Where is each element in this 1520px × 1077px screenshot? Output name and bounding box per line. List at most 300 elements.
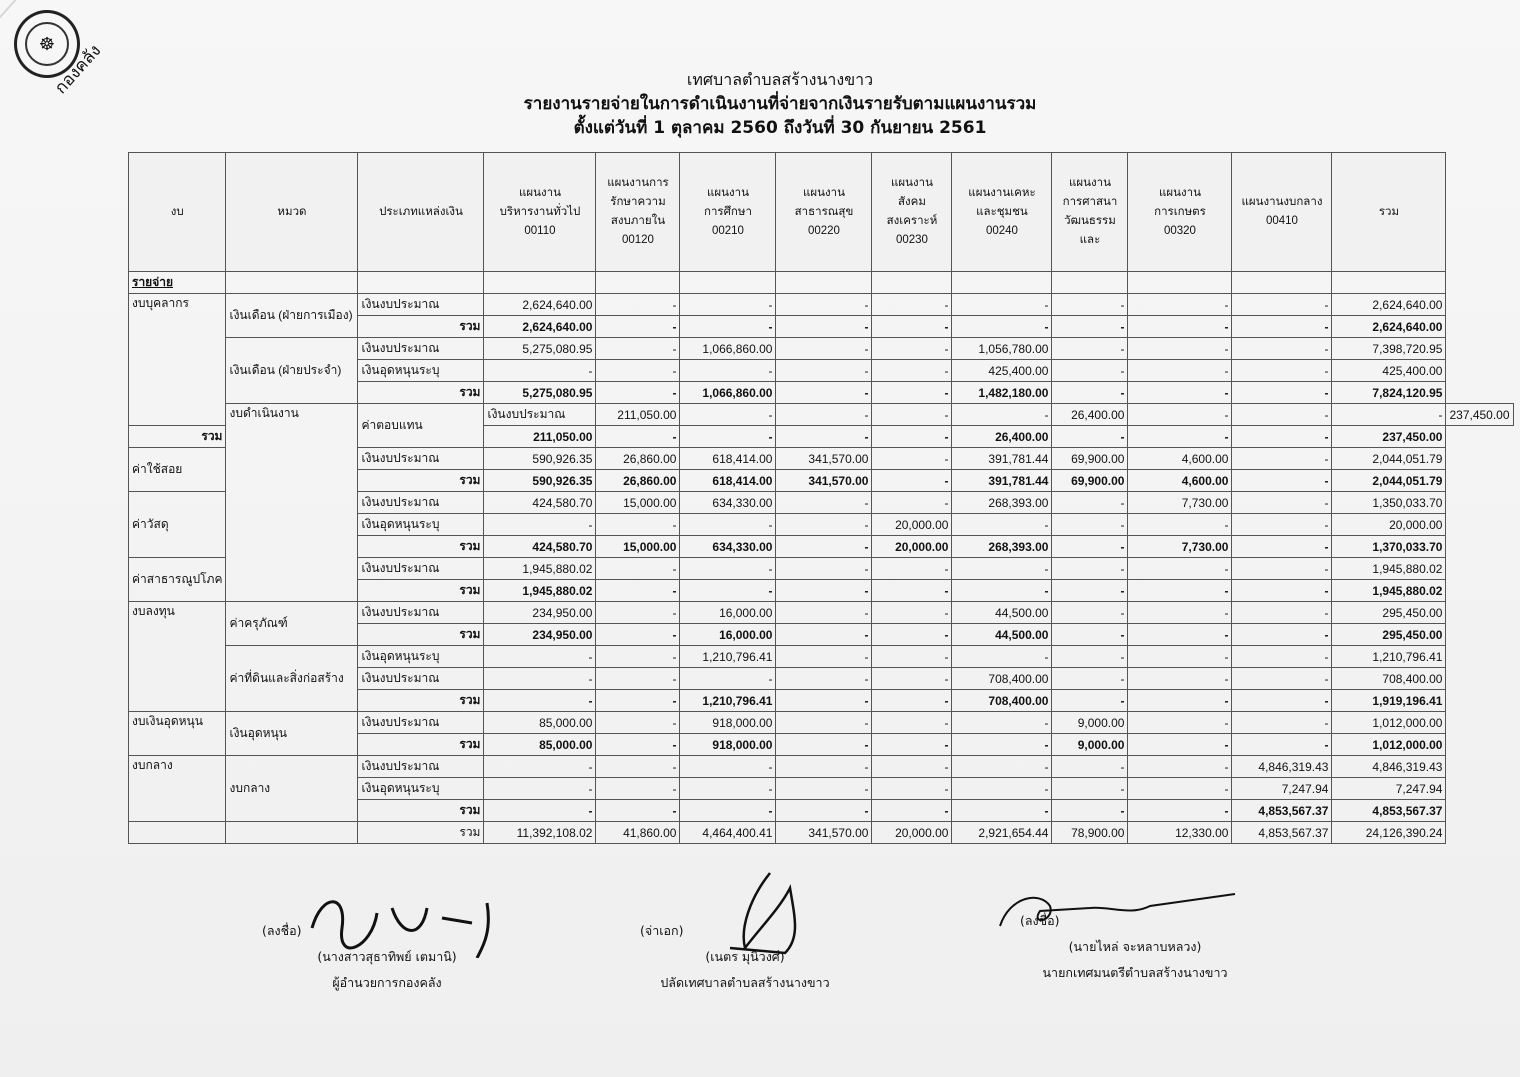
amount-cell: 4,600.00 [1128, 448, 1232, 470]
header-line: 00110 [524, 224, 556, 237]
amount-cell: - [1128, 426, 1232, 448]
row-total-cell: 20,000.00 [1332, 514, 1446, 536]
amount-cell: - [680, 426, 776, 448]
source: เงินงบประมาณ [358, 668, 484, 690]
row-total-cell: 24,126,390.24 [1332, 822, 1446, 844]
amount-cell: - [872, 338, 952, 360]
amount-cell: - [1232, 338, 1332, 360]
amount-cell: - [596, 690, 680, 712]
amount-cell: 4,853,567.37 [1232, 822, 1332, 844]
amount-cell: - [872, 360, 952, 382]
source: เงินงบประมาณ [358, 602, 484, 624]
amount-cell: - [776, 690, 872, 712]
source: เงินงบประมาณ [358, 294, 484, 316]
table-row [129, 272, 1514, 294]
amount-cell: - [776, 492, 872, 514]
amount-cell: - [872, 492, 952, 514]
amount-cell: - [1052, 756, 1128, 778]
amount-cell: - [1232, 580, 1332, 602]
amount-cell: - [952, 558, 1052, 580]
amount-cell: - [596, 294, 680, 316]
amount-cell: 1,210,796.41 [680, 646, 776, 668]
amount-cell: - [776, 712, 872, 734]
header-plan [1052, 153, 1128, 272]
amount-cell: 78,900.00 [1052, 822, 1128, 844]
amount-cell: - [680, 668, 776, 690]
signature-block-mayor [1020, 908, 1250, 986]
row-total-cell: 1,945,880.02 [1332, 558, 1446, 580]
amount-cell: - [776, 756, 872, 778]
amount-cell: - [952, 294, 1052, 316]
amount-cell: - [872, 470, 952, 492]
amount-cell: - [1128, 712, 1232, 734]
sum-label: รวม [358, 470, 484, 492]
amount-cell: 1,945,880.02 [484, 580, 596, 602]
report-title: รายงานรายจ่ายในการดำเนินงานที่จ่ายจากเงินรายรับตามแผนงานรวม [523, 94, 1037, 114]
amount-cell: - [776, 558, 872, 580]
header-line: สังคม [898, 196, 926, 208]
signature-block-finance [262, 918, 512, 996]
amount-cell: - [680, 316, 776, 338]
amount-cell: - [596, 316, 680, 338]
signer-name: (เนตร มุนิวงศ์) [705, 949, 785, 964]
sign-prefix: (จ่าเอก) [640, 923, 684, 938]
signer-title: ผู้อำนวยการกองคลัง [332, 975, 442, 990]
category: ค่าตอบแทน [358, 404, 484, 448]
amount-cell: 20,000.00 [872, 514, 952, 536]
budget-group: งบดำเนินงาน [226, 404, 358, 602]
amount-cell: - [680, 580, 776, 602]
amount-cell: - [1232, 712, 1332, 734]
amount-cell: - [680, 514, 776, 536]
source: เงินอุดหนุนระบุ [358, 514, 484, 536]
amount-cell: 634,330.00 [680, 536, 776, 558]
amount-cell: - [1232, 514, 1332, 536]
amount-cell: 44,500.00 [952, 624, 1052, 646]
amount-cell: - [952, 580, 1052, 602]
amount-cell: - [872, 426, 952, 448]
category: เงินเดือน (ฝ่ายประจำ) [226, 338, 358, 404]
amount-cell: - [872, 690, 952, 712]
table-row [129, 602, 1514, 624]
amount-cell: - [1128, 734, 1232, 756]
header-plan [484, 153, 596, 272]
amount-cell: 1,482,180.00 [952, 382, 1052, 404]
amount-cell: 634,330.00 [680, 492, 776, 514]
row-total-cell: 1,012,000.00 [1332, 734, 1446, 756]
amount-cell: - [776, 404, 872, 426]
amount-cell: - [1232, 404, 1332, 426]
amount-cell: - [872, 316, 952, 338]
amount-cell: - [596, 338, 680, 360]
header-line: แผนงาน [802, 186, 845, 199]
amount-cell: - [952, 646, 1052, 668]
amount-cell: - [952, 316, 1052, 338]
source: เงินอุดหนุนระบุ [358, 360, 484, 382]
source: เงินงบประมาณ [358, 492, 484, 514]
header-line: การศาสนา [1062, 196, 1118, 208]
amount-cell: 41,860.00 [596, 822, 680, 844]
amount-cell: 211,050.00 [484, 426, 596, 448]
amount-cell: 1,066,860.00 [680, 382, 776, 404]
sum-label: รวม [358, 734, 484, 756]
table-header-row [129, 153, 1514, 272]
amount-cell: - [1128, 404, 1232, 426]
amount-cell: - [484, 778, 596, 800]
amount-cell: - [872, 558, 952, 580]
amount-cell: - [1128, 558, 1232, 580]
amount-cell: - [1052, 426, 1128, 448]
amount-cell: - [776, 338, 872, 360]
amount-cell: - [1232, 382, 1332, 404]
amount-cell: - [680, 756, 776, 778]
header-line: 00320 [1163, 224, 1196, 237]
header-source: ประเภทแหล่งเงิน [358, 153, 484, 272]
amount-cell: - [680, 800, 776, 822]
amount-cell: 11,392,108.02 [484, 822, 596, 844]
amount-cell: - [1052, 602, 1128, 624]
amount-cell: - [1232, 470, 1332, 492]
amount-cell: - [872, 778, 952, 800]
amount-cell: 424,580.70 [484, 536, 596, 558]
amount-cell: - [484, 514, 596, 536]
row-total-cell: 1,919,196.41 [1332, 690, 1446, 712]
amount-cell: - [484, 360, 596, 382]
header-line: 00210 [711, 224, 744, 237]
amount-cell: - [596, 646, 680, 668]
amount-cell: 1,056,780.00 [952, 338, 1052, 360]
sum-label: รวม [358, 624, 484, 646]
signer-title: นายกเทศมนตรีตำบลสร้างนางขาว [1042, 965, 1228, 980]
row-total-cell: 1,350,033.70 [1332, 492, 1446, 514]
amount-cell: 9,000.00 [1052, 712, 1128, 734]
amount-cell: 85,000.00 [484, 734, 596, 756]
row-total-cell: 4,853,567.37 [1332, 800, 1446, 822]
department-seal-icon: ☸ [14, 10, 80, 78]
amount-cell: - [596, 800, 680, 822]
amount-cell: 5,275,080.95 [484, 382, 596, 404]
grand-total-label: รวม [358, 822, 484, 844]
sum-label: รวม [358, 382, 484, 404]
amount-cell: 26,860.00 [596, 448, 680, 470]
amount-cell: 2,624,640.00 [484, 316, 596, 338]
amount-cell: 918,000.00 [680, 734, 776, 756]
amount-cell: 234,950.00 [484, 602, 596, 624]
row-total-cell: 2,044,051.79 [1332, 470, 1446, 492]
header-budget: งบ [129, 153, 226, 272]
amount-cell: 618,414.00 [680, 448, 776, 470]
category: ค่าสาธารณูปโภค [129, 558, 226, 602]
amount-cell: - [1052, 382, 1128, 404]
table-row [129, 404, 1514, 426]
amount-cell: - [484, 668, 596, 690]
report-period: ตั้งแต่วันที่ 1 ตุลาคม 2560 ถึงวันที่ 30 กันยายน 2561 [573, 118, 987, 138]
amount-cell: - [596, 360, 680, 382]
row-total-cell: 7,247.94 [1332, 778, 1446, 800]
amount-cell: - [1128, 624, 1232, 646]
header-plan [1232, 153, 1332, 272]
header-line: 00410 [1265, 215, 1298, 227]
row-total-cell: 1,012,000.00 [1332, 712, 1446, 734]
amount-cell: 4,600.00 [1128, 470, 1232, 492]
amount-cell: 424,580.70 [484, 492, 596, 514]
amount-cell: - [596, 756, 680, 778]
amount-cell: 69,900.00 [1052, 448, 1128, 470]
budget-group: งบบุคลากร [129, 294, 226, 426]
header-line: แผนงานการ [607, 177, 669, 189]
row-total-cell: 2,624,640.00 [1332, 316, 1446, 338]
amount-cell: 425,400.00 [952, 360, 1052, 382]
amount-cell: - [776, 580, 872, 602]
amount-cell: 618,414.00 [680, 470, 776, 492]
table-row [129, 338, 1514, 360]
amount-cell: 590,926.35 [484, 470, 596, 492]
table-row [129, 712, 1514, 734]
amount-cell: 4,464,400.41 [680, 822, 776, 844]
handwritten-signature-icon [302, 888, 522, 958]
amount-cell: 391,781.44 [952, 448, 1052, 470]
amount-cell: 16,000.00 [680, 602, 776, 624]
amount-cell: 234,950.00 [484, 624, 596, 646]
amount-cell: - [1232, 558, 1332, 580]
amount-cell: 20,000.00 [872, 822, 952, 844]
sum-label: รวม [358, 580, 484, 602]
amount-cell: - [952, 800, 1052, 822]
amount-cell: - [680, 294, 776, 316]
source: เงินงบประมาณ [484, 404, 596, 426]
header-line: บริหารงานทั่วไป [499, 205, 581, 218]
source: เงินงบประมาณ [358, 338, 484, 360]
amount-cell: - [776, 426, 872, 448]
header-plan [952, 153, 1052, 272]
amount-cell: - [680, 778, 776, 800]
source: เงินอุดหนุนระบุ [358, 778, 484, 800]
source: เงินงบประมาณ [358, 558, 484, 580]
sign-prefix: (ลงชื่อ) [1020, 913, 1060, 928]
header-line: แผนงาน [1068, 177, 1111, 189]
amount-cell: - [952, 514, 1052, 536]
amount-cell: - [1232, 294, 1332, 316]
amount-cell: - [1232, 536, 1332, 558]
amount-cell: - [872, 294, 952, 316]
amount-cell: - [1232, 602, 1332, 624]
amount-cell: - [596, 580, 680, 602]
amount-cell: - [776, 778, 872, 800]
row-total-cell: 295,450.00 [1332, 602, 1446, 624]
header-line: วัฒนธรรม [1064, 215, 1116, 227]
header-line: การศึกษา [704, 205, 752, 218]
report-titles [430, 68, 1130, 140]
row-total-cell: 295,450.00 [1332, 624, 1446, 646]
department-stamp-text: กองคลัง [50, 40, 106, 99]
row-total-cell: 1,945,880.02 [1332, 580, 1446, 602]
budget-group: งบกลาง [129, 756, 226, 822]
amount-cell: - [776, 624, 872, 646]
amount-cell: 341,570.00 [776, 448, 872, 470]
amount-cell: - [776, 360, 872, 382]
amount-cell: 20,000.00 [872, 536, 952, 558]
amount-cell: - [596, 382, 680, 404]
amount-cell: - [1052, 690, 1128, 712]
header-line: 00240 [985, 224, 1018, 237]
source: เงินงบประมาณ [358, 712, 484, 734]
header-plan [680, 153, 776, 272]
sum-label: รวม [358, 316, 484, 338]
signer-title: ปลัดเทศบาลตำบลสร้างนางขาว [660, 975, 830, 990]
amount-cell: - [776, 668, 872, 690]
header-plan [596, 153, 680, 272]
amount-cell: - [1128, 800, 1232, 822]
amount-cell: 5,275,080.95 [484, 338, 596, 360]
amount-cell: 4,853,567.37 [1232, 800, 1332, 822]
header-line: สงบภายใน [610, 215, 666, 227]
grand-total-row [129, 822, 1514, 844]
header-line: แผนงานเคหะ [968, 186, 1036, 199]
amount-cell: 708,400.00 [952, 690, 1052, 712]
header-line: 00230 [895, 234, 928, 246]
sign-prefix: (ลงชื่อ) [262, 923, 302, 938]
amount-cell: - [1052, 668, 1128, 690]
amount-cell: - [596, 558, 680, 580]
row-total-cell: 425,400.00 [1332, 360, 1446, 382]
amount-cell: 341,570.00 [776, 470, 872, 492]
table-row [129, 646, 1514, 668]
amount-cell: 15,000.00 [596, 492, 680, 514]
amount-cell: - [1052, 360, 1128, 382]
amount-cell: - [776, 800, 872, 822]
category: ค่าใช้สอย [129, 448, 226, 492]
amount-cell: 7,730.00 [1128, 492, 1232, 514]
handwritten-signature-icon [690, 868, 830, 958]
amount-cell: 391,781.44 [952, 470, 1052, 492]
amount-cell: 16,000.00 [680, 624, 776, 646]
amount-cell: 2,624,640.00 [484, 294, 596, 316]
amount-cell: 15,000.00 [596, 536, 680, 558]
amount-cell: 69,900.00 [1052, 470, 1128, 492]
amount-cell: - [872, 646, 952, 668]
budget-group: งบเงินอุดหนุน [129, 712, 226, 756]
amount-cell: 211,050.00 [596, 404, 680, 426]
category: เงินอุดหนุน [226, 712, 358, 756]
sum-label: รวม [358, 690, 484, 712]
table-row [129, 294, 1514, 316]
amount-cell: 12,330.00 [1128, 822, 1232, 844]
amount-cell: - [1128, 756, 1232, 778]
amount-cell: - [1052, 536, 1128, 558]
amount-cell: 44,500.00 [952, 602, 1052, 624]
amount-cell: - [1232, 668, 1332, 690]
header-line: แผนงาน [706, 186, 749, 199]
category: ค่าที่ดินและสิ่งก่อสร้าง [226, 646, 358, 712]
amount-cell: 9,000.00 [1052, 734, 1128, 756]
header-line: รักษาความ [610, 196, 666, 208]
amount-cell: - [952, 778, 1052, 800]
category: งบกลาง [226, 756, 358, 822]
signer-name: (นางสาวสุธาทิพย์ เตมานิ) [317, 949, 457, 964]
amount-cell: - [1128, 668, 1232, 690]
amount-cell: - [1128, 580, 1232, 602]
amount-cell: - [1232, 426, 1332, 448]
row-total-cell: 237,450.00 [1446, 404, 1513, 426]
amount-cell: - [952, 734, 1052, 756]
amount-cell: 708,400.00 [952, 668, 1052, 690]
amount-cell: - [1128, 690, 1232, 712]
row-total-cell: 2,624,640.00 [1332, 294, 1446, 316]
amount-cell: - [596, 734, 680, 756]
source: เงินอุดหนุนระบุ [358, 646, 484, 668]
amount-cell: 590,926.35 [484, 448, 596, 470]
amount-cell: - [776, 646, 872, 668]
amount-cell: - [776, 602, 872, 624]
row-total-cell: 708,400.00 [1332, 668, 1446, 690]
amount-cell: - [1232, 734, 1332, 756]
header-plan [776, 153, 872, 272]
amount-cell: - [1052, 514, 1128, 536]
category: ค่าครุภัณฑ์ [226, 602, 358, 646]
amount-cell: - [1232, 624, 1332, 646]
header-plan [1128, 153, 1232, 272]
amount-cell: - [872, 734, 952, 756]
source: เงินงบประมาณ [358, 448, 484, 470]
category: เงินเดือน (ฝ่ายการเมือง) [226, 294, 358, 338]
header-line: และชุมชน [976, 205, 1028, 218]
amount-cell: - [872, 602, 952, 624]
amount-cell: - [872, 448, 952, 470]
amount-cell: - [1232, 492, 1332, 514]
amount-cell: - [952, 712, 1052, 734]
amount-cell: - [872, 382, 952, 404]
signer-name: (นายไหล่ จะหลาบหลวง) [1068, 939, 1202, 954]
amount-cell: - [1128, 602, 1232, 624]
amount-cell: 4,846,319.43 [1232, 756, 1332, 778]
amount-cell: 26,860.00 [596, 470, 680, 492]
sum-label: รวม [129, 426, 226, 448]
amount-cell: - [1052, 624, 1128, 646]
amount-cell: - [1128, 316, 1232, 338]
amount-cell: 341,570.00 [776, 822, 872, 844]
amount-cell: - [1332, 404, 1446, 426]
amount-cell: 2,921,654.44 [952, 822, 1052, 844]
amount-cell: 26,400.00 [952, 426, 1052, 448]
expense-table [128, 152, 1514, 844]
amount-cell: - [1232, 448, 1332, 470]
amount-cell: - [596, 778, 680, 800]
amount-cell: - [484, 646, 596, 668]
amount-cell: 268,393.00 [952, 536, 1052, 558]
amount-cell: - [1128, 294, 1232, 316]
row-total-cell: 7,824,120.95 [1332, 382, 1446, 404]
amount-cell: - [776, 294, 872, 316]
row-total-cell: 237,450.00 [1332, 426, 1446, 448]
row-total-cell: 7,398,720.95 [1332, 338, 1446, 360]
sum-label: รวม [358, 800, 484, 822]
row-total-cell: 4,846,319.43 [1332, 756, 1446, 778]
table-row [129, 756, 1514, 778]
amount-cell: - [1128, 778, 1232, 800]
amount-cell: - [872, 580, 952, 602]
amount-cell: - [776, 536, 872, 558]
amount-cell: 85,000.00 [484, 712, 596, 734]
amount-cell: 1,210,796.41 [680, 690, 776, 712]
amount-cell: - [872, 668, 952, 690]
amount-cell: - [484, 756, 596, 778]
amount-cell: - [596, 602, 680, 624]
amount-cell: - [1052, 646, 1128, 668]
amount-cell: - [952, 756, 1052, 778]
amount-cell: 1,066,860.00 [680, 338, 776, 360]
amount-cell: 918,000.00 [680, 712, 776, 734]
amount-cell: - [680, 558, 776, 580]
